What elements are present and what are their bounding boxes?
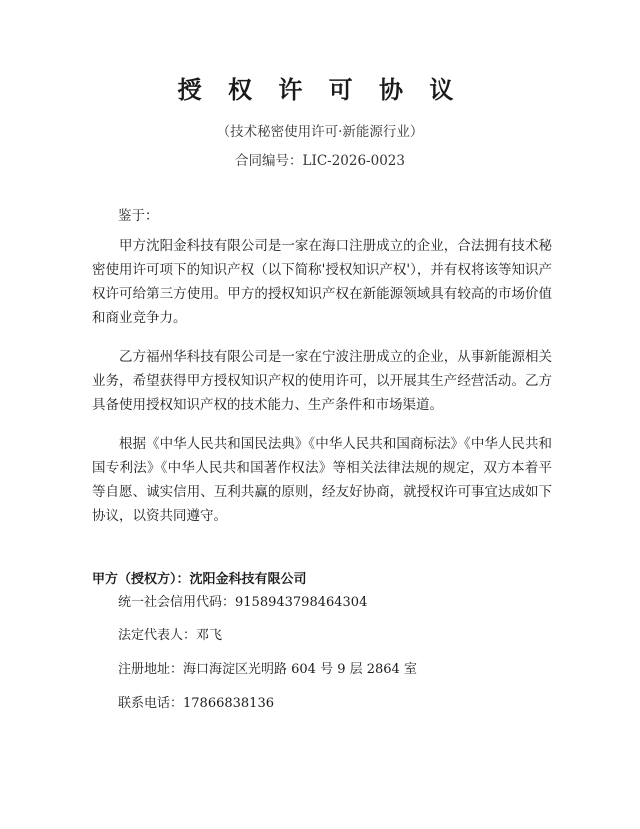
party-a-phone: 联系电话：17866838136 bbox=[118, 696, 274, 711]
recital-text: 乙方福州华科技有限公司是一家在宁波注册成立的企业，从事新能源相关业务，希望获得甲方授权知识产权的使用许可，以开展其生产经营活动。乙方具备使用授权知识产权的技术能力、生产条件和市场渠道。 bbox=[92, 349, 552, 413]
party-a-address: 注册地址：海口海淀区光明路 604 号 9 层 2864 室 bbox=[118, 662, 417, 677]
recital-paragraph-2 bbox=[92, 345, 552, 417]
document-title: 授 权 许 可 协 议 bbox=[177, 76, 463, 104]
party-a-credit-code: 统一社会信用代码：915894379846430​4 bbox=[118, 595, 368, 610]
recital-paragraph-3 bbox=[92, 432, 552, 528]
whereas-label: 鉴于： bbox=[118, 208, 159, 224]
contract-number: 合同编号：LIC-2026-0023 bbox=[235, 153, 405, 169]
recital-text: 甲方沈阳金科技有限公司是一家在海口注册成立的企业，合法拥有技术秘密使用许可项下的知识产权（以下简称'授权知识产权'），并有权将该等知识产权许可给第三方使用。甲方的授权知识产权在新能源领域具有较高的市场价值和商业竞争力。 bbox=[92, 238, 552, 326]
party-a-legal-rep: 法定代表人：邓飞 bbox=[118, 628, 223, 643]
document-subtitle: （技术秘密使用许可·新能源行业） bbox=[216, 124, 424, 140]
party-a-heading: 甲方（授权方）：沈阳金科技有限公司 bbox=[92, 572, 307, 587]
recital-text: 根据《中华人民共和国民法典》《中华人民共和国商标法》《中华人民共和国专利法》《中华人民共和国著作权法》等相关法律法规的规定，双方本着平等自愿、诚实信用、互利共赢的原则，经友好协商，就授权许可事宜达成如下协议，以资共同遵守。 bbox=[92, 436, 552, 524]
recital-paragraph-1 bbox=[92, 234, 552, 330]
